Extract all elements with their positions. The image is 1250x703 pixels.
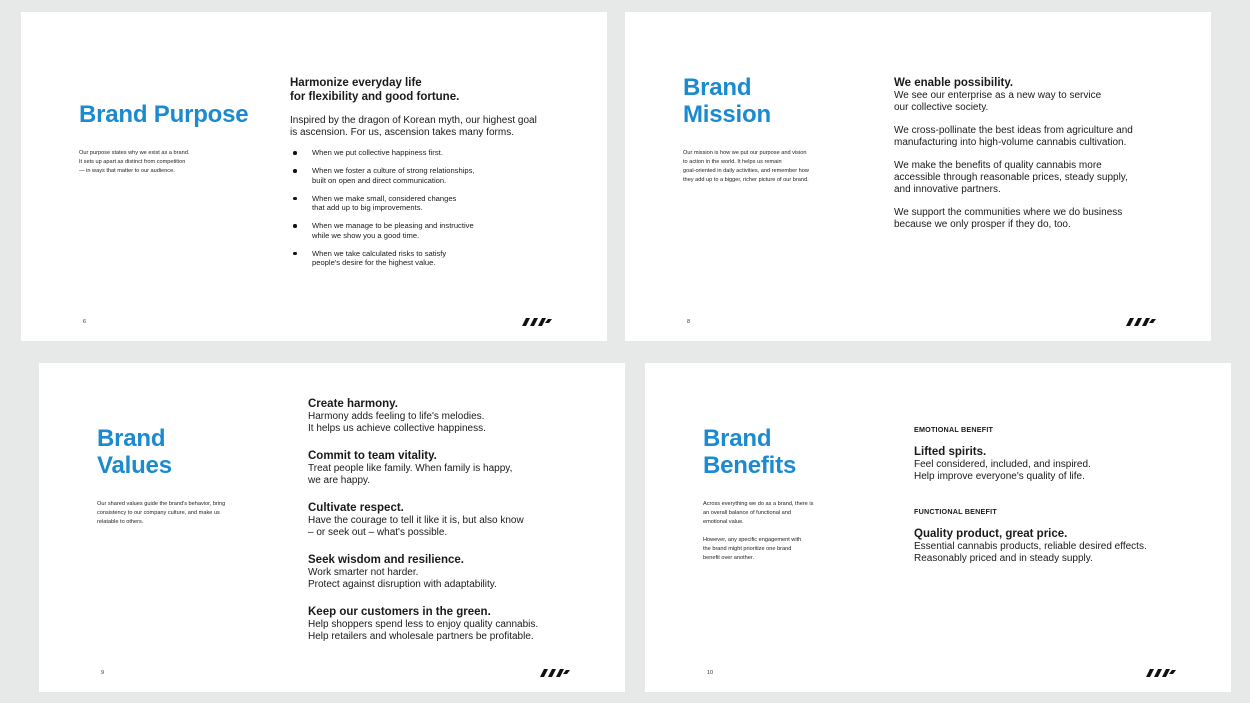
mission-line: accessible through reasonable prices, steady supply,	[894, 172, 1128, 183]
purpose-intro	[290, 115, 590, 139]
purpose-bullet-list	[290, 148, 590, 268]
value-heading: Seek wisdom and resilience.	[308, 554, 464, 566]
value-heading: Keep our customers in the green.	[308, 606, 491, 618]
bullet-item	[290, 249, 590, 268]
benefit-section	[914, 507, 1214, 565]
bullet-line: When we foster a culture of strong relationships,	[312, 166, 475, 175]
slide-title	[683, 74, 771, 128]
slide-title	[703, 425, 796, 479]
mission-block	[894, 125, 1194, 149]
description-line: However, any specific engagement with	[703, 537, 802, 543]
slide-title	[79, 101, 248, 128]
benefit-kicker: FUNCTIONAL BENEFIT	[914, 507, 997, 516]
description-paragraph	[703, 536, 863, 563]
value-item	[308, 449, 608, 487]
title-line: Brand	[683, 74, 752, 101]
value-line: Treat people like family. When family is happy,	[308, 463, 513, 474]
title-line: Brand	[703, 425, 772, 452]
description-line: Across everything we do as a brand, there is	[703, 501, 814, 507]
slide-description	[97, 500, 257, 536]
description-line: emotional value.	[703, 519, 744, 525]
brand-mark-icon	[540, 668, 570, 678]
mission-line: We see our enterprise as a new way to service	[894, 90, 1102, 101]
title-line: Benefits	[703, 452, 797, 479]
brand-mark-icon	[522, 317, 552, 327]
slide-brand-values	[39, 363, 625, 692]
benefit-section	[914, 425, 1214, 483]
bullet-line: When we make small, considered changes	[312, 193, 457, 203]
bullet-item	[290, 221, 590, 240]
value-line: Work smarter not harder.	[308, 567, 419, 578]
description-line: relatable to others.	[97, 519, 144, 525]
mission-line: We cross-pollinate the best ideas from agriculture and	[894, 125, 1133, 136]
description-paragraph	[703, 500, 863, 527]
title-line: Brand	[97, 425, 166, 452]
bullet-item	[290, 148, 590, 158]
brand-mark-icon	[1126, 317, 1156, 327]
values-content	[308, 397, 608, 657]
lead-line: Harmonize everyday life	[290, 77, 422, 89]
value-item	[308, 397, 608, 435]
description-line: Our purpose states why we exist as a brand.	[79, 150, 190, 156]
mission-line: We make the benefits of quality cannabis more	[894, 160, 1102, 171]
intro-line: Inspired by the dragon of Korean myth, our highest goal	[290, 115, 537, 126]
bullet-line: When we take calculated risks to satisfy	[312, 248, 447, 258]
mission-line: because we only prosper if they do, too.	[894, 219, 1071, 230]
mission-lead: We enable possibility.	[894, 77, 1014, 89]
bullet-line: When we put collective happiness first.	[312, 148, 443, 157]
value-line: Have the courage to tell it like it is, but also know	[308, 515, 524, 526]
mission-line: manufacturing into high-volume cannabis cultivation.	[894, 137, 1127, 148]
benefit-line: Feel considered, included, and inspired.	[914, 459, 1091, 470]
bullet-line: built on open and direct communication.	[312, 175, 447, 185]
benefit-heading: Lifted spirits.	[914, 446, 987, 458]
title-line: Brand Purpose	[79, 101, 249, 128]
value-line: Help shoppers spend less to enjoy quality cannabis.	[308, 619, 539, 630]
slide-description	[703, 500, 863, 572]
slide-brand-benefits	[645, 363, 1231, 692]
description-line: to action in the world. It helps us remain	[683, 159, 782, 165]
mission-line: and innovative partners.	[894, 184, 1001, 195]
lead-line: for flexibility and good fortune.	[290, 91, 460, 103]
mission-block	[894, 160, 1194, 196]
value-line: It helps us achieve collective happiness.	[308, 423, 486, 434]
benefit-kicker: EMOTIONAL BENEFIT	[914, 425, 994, 434]
page-number: 8	[687, 319, 691, 325]
benefit-line: Reasonably priced and in steady supply.	[914, 553, 1093, 564]
mission-block	[894, 90, 1194, 114]
purpose-lead	[290, 76, 590, 104]
mission-line: We support the communities where we do business	[894, 207, 1123, 218]
description-line: It sets up apart as distinct from competition	[79, 159, 186, 165]
description-line: Our mission is how we put our purpose and vision	[683, 150, 807, 156]
description-line: benefit over another.	[703, 555, 755, 561]
slide-title	[97, 425, 172, 479]
page-number: 6	[83, 319, 87, 325]
description-line: consistency to our company culture, and make us	[97, 510, 220, 516]
title-line: Mission	[683, 101, 771, 128]
value-heading: Commit to team vitality.	[308, 450, 437, 462]
title-line: Values	[97, 452, 172, 479]
description-line: the brand might prioritize one brand	[703, 546, 792, 552]
bullet-line: When we manage to be pleasing and instructive	[312, 221, 474, 230]
value-item	[308, 605, 608, 643]
slide-brand-mission	[625, 12, 1211, 341]
description-line: — in ways that matter to our audience.	[79, 168, 175, 174]
mission-block	[894, 207, 1194, 231]
bullet-line: while we show you a good time.	[312, 230, 420, 240]
benefit-line: Essential cannabis products, reliable desired effects.	[914, 541, 1147, 552]
bullet-line: that add up to big improvements.	[312, 203, 423, 212]
bullet-item	[290, 194, 590, 213]
value-line: we are happy.	[308, 475, 371, 486]
value-line: Protect against disruption with adaptability.	[308, 579, 497, 590]
description-paragraph	[79, 149, 219, 176]
intro-line: is ascension. For us, ascension takes many forms.	[290, 127, 514, 138]
description-line: Our shared values guide the brand's behavior, bring	[97, 501, 226, 507]
bullet-line: people's desire for the highest value.	[312, 258, 436, 267]
benefit-line: Help improve everyone's quality of life.	[914, 471, 1085, 482]
benefit-heading: Quality product, great price.	[914, 528, 1068, 540]
value-item	[308, 501, 608, 539]
description-paragraph	[683, 149, 843, 185]
purpose-content	[290, 76, 590, 276]
bullet-item	[290, 166, 590, 185]
slide-brand-purpose	[21, 12, 607, 341]
page-number: 9	[101, 670, 105, 676]
value-heading: Cultivate respect.	[308, 502, 404, 514]
page-number: 10	[707, 670, 714, 676]
value-line: – or seek out – what's possible.	[308, 527, 448, 538]
mission-content	[894, 76, 1194, 242]
value-line: Help retailers and wholesale partners be profitable.	[308, 631, 534, 642]
description-line: goal-oriented in daily activities, and remember how	[683, 168, 809, 174]
slide-description	[683, 149, 843, 194]
value-item	[308, 553, 608, 591]
mission-line: our collective society.	[894, 102, 989, 113]
benefits-content	[914, 425, 1214, 565]
slide-description	[79, 149, 219, 185]
description-line: they add up to a bigger, richer picture of our brand.	[683, 177, 809, 183]
brand-mark-icon	[1146, 668, 1176, 678]
description-line: an overall balance of functional and	[703, 510, 792, 516]
value-line: Harmony adds feeling to life's melodies.	[308, 411, 485, 422]
description-paragraph	[97, 500, 257, 527]
value-heading: Create harmony.	[308, 398, 398, 410]
